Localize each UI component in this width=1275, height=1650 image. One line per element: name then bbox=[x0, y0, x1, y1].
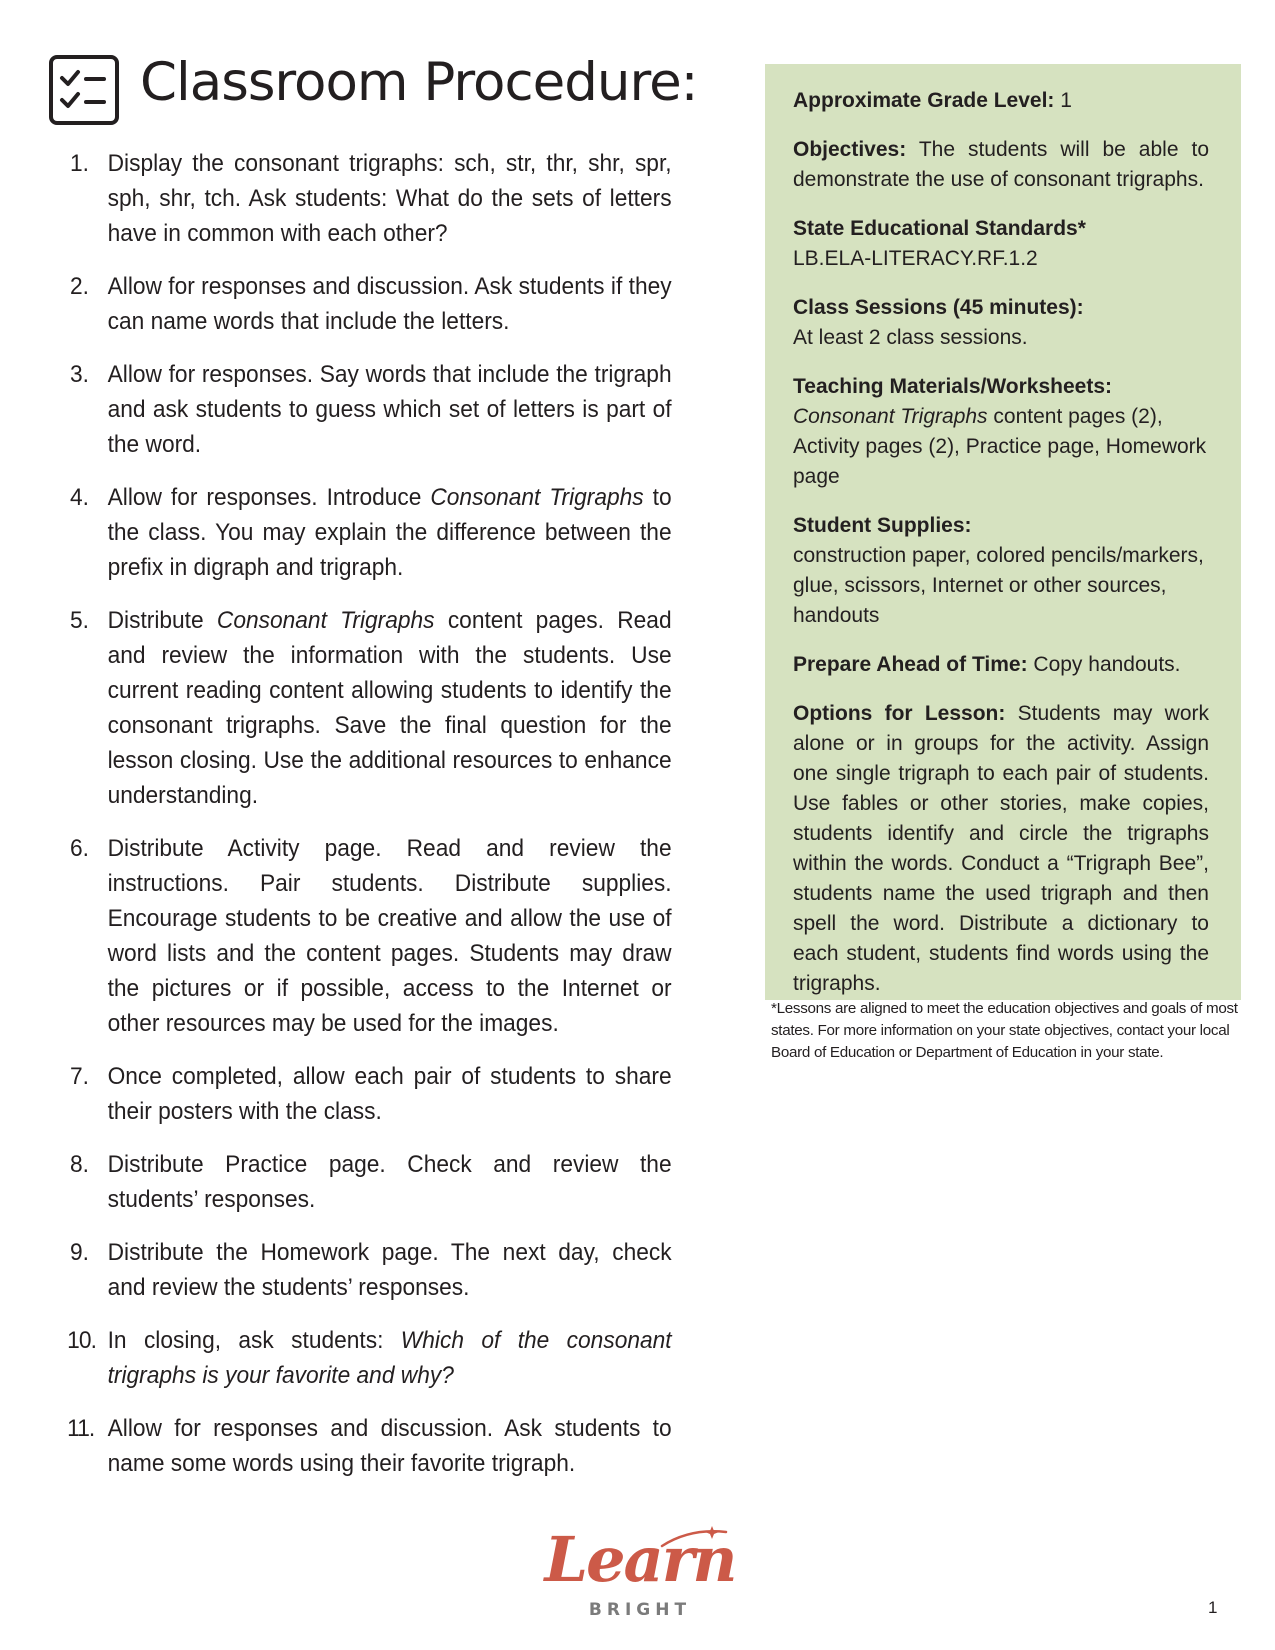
step-text: Display the consonant trigraphs: sch, str, thr, shr, spr, sph, shr, tch. Ask students: What do the sets of letters have in common with each other? bbox=[107, 150, 672, 247]
procedure-step bbox=[70, 603, 672, 813]
step-italic-text: Consonant Trigraphs bbox=[430, 484, 644, 511]
checklist-icon bbox=[48, 54, 120, 126]
step-italic-text: Which of the consonant trigraphs is your favorite and why? bbox=[107, 1327, 672, 1389]
step-number: 8. bbox=[70, 1151, 89, 1178]
step-number: 3. bbox=[70, 361, 89, 388]
page-number: 1 bbox=[1208, 1598, 1218, 1617]
prepare-ahead: Prepare Ahead of Time: Copy handouts. bbox=[793, 653, 1181, 676]
page-title: Classroom Procedure: bbox=[140, 52, 698, 113]
procedure-step bbox=[70, 1235, 672, 1305]
step-text: Allow for responses. Introduce bbox=[107, 484, 431, 511]
procedure-step bbox=[70, 146, 672, 251]
step-text: content pages. Read and review the information with the students. Use current reading content allowing students to identify the consonant trigraphs. Save the final question for the lesson closing. Use the additional resources to enhance understanding. bbox=[107, 607, 672, 809]
objectives: Objectives: The students will be able to demonstrate the use of consonant trigraphs. bbox=[793, 138, 1209, 191]
standards-footnote: *Lessons are aligned to meet the education objectives and goals of most states. For more information on your state objectives, contact your local Board of Education or Department of Education in your state. bbox=[771, 1000, 1238, 1061]
procedure-list bbox=[67, 146, 672, 1499]
lesson-options: Options for Lesson: Students may work alone or in groups for the activity. Assign one single trigraph to each pair of students. Use fables or other stories, make copies, students identify and circle the trigraphs within the words. Conduct a “Trigraph Bee”, students name the used trigraph and then spell the word. Distribute a dictionary to each student, students find words using the trigraphs. bbox=[793, 702, 1210, 995]
procedure-step bbox=[67, 1323, 672, 1393]
step-text: Allow for responses. Say words that include the trigraph and ask students to guess which set of letters is part of the word. bbox=[107, 361, 672, 458]
step-text: Once completed, allow each pair of students to share their posters with the class. bbox=[107, 1063, 672, 1125]
student-supplies: Student Supplies: construction paper, colored pencils/markers, glue, scissors, Internet or other sources, handouts bbox=[793, 514, 1204, 627]
state-standards: State Educational Standards* LB.ELA-LITERACY.RF.1.2 bbox=[793, 217, 1086, 270]
procedure-step bbox=[70, 1059, 672, 1129]
class-sessions: Class Sessions (45 minutes): At least 2 class sessions. bbox=[793, 296, 1084, 349]
teaching-materials: Teaching Materials/Worksheets: Consonant Trigraphs content pages (2), Activity pages (2), Practice page, Homework page bbox=[793, 375, 1207, 488]
step-number: 5. bbox=[70, 607, 89, 634]
step-number: 4. bbox=[70, 484, 89, 511]
step-number: 11. bbox=[67, 1415, 95, 1442]
step-text: Distribute bbox=[107, 607, 217, 634]
logo-subtext: BRIGHT bbox=[588, 1600, 692, 1620]
step-text: Distribute Activity page. Read and review the instructions. Pair students. Distribute supplies. Encourage students to be creative and allow the use of word lists and the content pages. Students may draw the pictures or if possible, access to the Internet or other resources may be used for the images. bbox=[107, 835, 672, 1037]
step-number: 9. bbox=[70, 1239, 89, 1266]
step-text: Distribute Practice page. Check and review the students’ responses. bbox=[107, 1151, 672, 1213]
lesson-info-panel bbox=[765, 64, 1241, 1000]
learn-bright-logo bbox=[540, 1520, 740, 1630]
procedure-step bbox=[70, 357, 672, 462]
procedure-step bbox=[67, 1411, 672, 1481]
procedure-step bbox=[70, 1147, 672, 1217]
step-number: 2. bbox=[70, 273, 89, 300]
step-text: Distribute the Homework page. The next day, check and review the students’ responses. bbox=[107, 1239, 672, 1301]
step-number: 10. bbox=[67, 1327, 96, 1354]
step-number: 1. bbox=[70, 150, 89, 177]
procedure-step bbox=[70, 269, 672, 339]
step-italic-text: Consonant Trigraphs bbox=[216, 607, 435, 634]
step-text: to the class. You may explain the difference between the prefix in digraph and trigraph. bbox=[107, 484, 672, 581]
procedure-step bbox=[70, 831, 672, 1041]
logo-wordmark: Learn bbox=[544, 1523, 736, 1596]
step-number: 6. bbox=[70, 835, 89, 862]
step-text: Allow for responses and discussion. Ask students to name some words using their favorite trigraph. bbox=[107, 1415, 672, 1477]
step-text: In closing, ask students: bbox=[107, 1327, 401, 1354]
step-number: 7. bbox=[70, 1063, 89, 1090]
grade-level: Approximate Grade Level: 1 bbox=[793, 89, 1072, 112]
step-text: Allow for responses and discussion. Ask students if they can name words that include the letters. bbox=[107, 273, 672, 335]
procedure-step bbox=[70, 480, 672, 585]
